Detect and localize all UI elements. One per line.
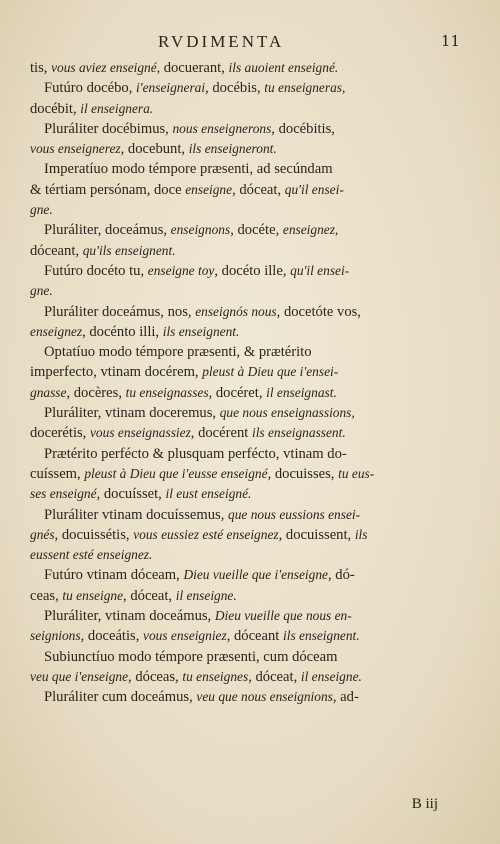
latin-text: , docéret, — [208, 384, 267, 401]
text-line — [30, 565, 470, 585]
text-line — [30, 119, 470, 139]
latin-text: , docébitis, — [271, 120, 335, 137]
text-line — [30, 180, 470, 200]
latin-text: , dóceant — [226, 628, 284, 645]
french-gloss: tu eus- — [338, 465, 375, 481]
french-gloss: gnasse — [30, 384, 67, 400]
latin-text: Pluráliter vtinam docuíssemus, — [44, 506, 229, 523]
page-number: 11 — [440, 32, 460, 50]
french-gloss: enseignons — [170, 222, 231, 238]
latin-text: Pluráliter docébimus, — [44, 120, 173, 137]
french-gloss: il enseigne. — [300, 668, 362, 684]
french-gloss: ils — [354, 526, 368, 542]
text-line — [30, 464, 470, 484]
latin-text: , docérent — [190, 425, 252, 442]
text-line — [30, 444, 470, 464]
latin-text: , dó- — [327, 567, 355, 584]
french-gloss: Dieu vueille que i'enseigne — [183, 567, 328, 583]
latin-text: Subiunctíuo modo témpore præsenti, cum dóceam — [44, 648, 338, 665]
text-line — [30, 200, 470, 220]
latin-text: , docuísset, — [96, 486, 166, 503]
body-text — [30, 58, 470, 708]
text-line — [30, 261, 470, 281]
french-gloss: i'enseignerai — [136, 80, 206, 96]
french-gloss: nous enseignerons — [172, 120, 272, 136]
latin-text: , docères, — [66, 384, 126, 401]
french-gloss: ils enseignassent. — [251, 425, 346, 441]
text-line — [30, 505, 470, 525]
french-gloss: Dieu vueille que nous en- — [214, 608, 352, 624]
latin-text: Optatíuo modo témpore præsenti, & prætérito — [44, 344, 312, 361]
latin-text: Pluráliter doceámus, nos, — [44, 303, 196, 320]
text-line — [30, 342, 470, 362]
latin-text: , dóceat, — [248, 668, 301, 685]
french-gloss: pleust à Dieu que i'ensei- — [202, 364, 339, 380]
text-line — [30, 139, 470, 159]
latin-text: Pluráliter, vtinam doceremus, — [44, 405, 220, 422]
french-gloss: il eust enseigné. — [165, 486, 252, 502]
text-line — [30, 423, 470, 443]
latin-text: Imperatíuo modo témpore præsenti, ad secúndam — [44, 161, 333, 178]
latin-text: , dóceas, — [128, 668, 183, 685]
text-line — [30, 322, 470, 342]
french-gloss: tu enseigne — [62, 587, 124, 603]
latin-text: & tértiam persónam, doce — [30, 181, 186, 198]
latin-text: Futúro vtinam dóceam, — [44, 567, 184, 584]
latin-text: imperfecto, vtinam docérem, — [30, 364, 203, 381]
latin-text: cuíssem, — [30, 465, 85, 482]
french-gloss: que nous enseignassions, — [219, 405, 355, 421]
french-gloss: tu enseignasses — [125, 384, 209, 400]
latin-text: Pluráliter cum doceámus, — [44, 689, 197, 706]
french-gloss: ils auoient enseigné. — [228, 60, 339, 75]
signature-mark: B iij — [411, 796, 438, 812]
latin-text: , docuisses, — [267, 465, 339, 482]
latin-text: Futúro docéto tu, — [44, 262, 148, 279]
french-gloss: qu'ils enseignent. — [82, 242, 176, 258]
text-line — [30, 484, 470, 504]
french-gloss: enseigne — [185, 181, 233, 197]
latin-text: docébit, — [30, 100, 81, 117]
text-line — [30, 220, 470, 240]
french-gloss: gne. — [30, 283, 53, 299]
latin-text: dóceant, — [30, 242, 83, 259]
latin-text: tis, — [30, 60, 52, 76]
french-gloss: seignions — [30, 628, 81, 644]
french-gloss: que nous eussions ensei- — [228, 506, 361, 522]
latin-text: Pluráliter, vtinam doceámus, — [44, 608, 215, 625]
latin-text: , docénto illi, — [82, 323, 163, 340]
french-gloss: ils enseignent. — [162, 323, 240, 339]
latin-text: , docébis, — [205, 80, 265, 97]
latin-text: , doceátis, — [80, 628, 144, 645]
latin-text: , docetóte vos, — [276, 303, 361, 320]
french-gloss: enseigne toy — [147, 262, 215, 278]
text-line — [30, 383, 470, 403]
french-gloss: il enseignera. — [80, 100, 154, 116]
latin-text: , ad- — [332, 689, 359, 706]
french-gloss: vous enseignassiez — [89, 425, 191, 441]
french-gloss: qu'il ensei- — [284, 181, 344, 197]
french-gloss: pleust à Dieu que i'eusse enseigné — [84, 465, 268, 481]
text-line — [30, 586, 470, 606]
french-gloss: gnés — [30, 526, 55, 542]
text-line — [30, 362, 470, 382]
text-line — [30, 78, 470, 98]
text-line — [30, 281, 470, 301]
page-header — [0, 32, 500, 56]
french-gloss: ses enseigné — [30, 486, 97, 502]
latin-text: , docéte, — [230, 222, 283, 239]
latin-text: , docebunt, — [120, 141, 189, 158]
french-gloss: qu'il ensei- — [290, 262, 350, 278]
latin-text: Futúro docébo, — [44, 80, 137, 97]
french-gloss: eussent esté enseignez. — [30, 547, 153, 563]
latin-text: Prætérito perfécto & plusquam perfécto, vtinam do- — [44, 445, 347, 462]
text-line — [30, 58, 470, 78]
french-gloss: veu que nous enseignions — [196, 689, 333, 705]
french-gloss: il enseignast. — [266, 384, 337, 400]
latin-text: Pluráliter, doceámus, — [44, 222, 171, 239]
french-gloss: vous eussiez esté enseignez — [133, 526, 279, 542]
text-line — [30, 99, 470, 119]
french-gloss: enseignez, — [282, 222, 339, 238]
french-gloss: vous enseigniez — [143, 628, 227, 644]
french-gloss: tu enseignes — [182, 668, 249, 684]
french-gloss: ils enseigneront. — [188, 141, 277, 157]
french-gloss: veu que i'enseigne — [30, 668, 129, 684]
text-line — [30, 606, 470, 626]
french-gloss: il enseigne. — [175, 587, 237, 603]
text-line — [30, 302, 470, 322]
french-gloss: ils enseignent. — [283, 628, 360, 644]
text-line — [30, 545, 470, 565]
french-gloss: gne. — [30, 202, 53, 218]
latin-text: docerétis, — [30, 425, 90, 442]
text-line — [30, 159, 470, 179]
latin-text: , docuissent, — [278, 526, 355, 543]
latin-text: , docéto ille, — [214, 262, 291, 279]
text-line — [30, 667, 470, 687]
french-gloss: vous enseignerez — [30, 141, 121, 157]
text-line — [30, 403, 470, 423]
text-line — [30, 626, 470, 646]
french-gloss: vous aviez enseigné, — [51, 60, 161, 75]
french-gloss: enseignós nous — [195, 303, 277, 319]
text-line — [30, 241, 470, 261]
french-gloss: enseignez — [30, 323, 83, 339]
french-gloss: tu enseigneras, — [264, 80, 346, 96]
text-line — [30, 687, 470, 707]
text-line — [30, 525, 470, 545]
latin-text: , dóceat, — [232, 181, 285, 198]
latin-text: docuerant, — [160, 60, 229, 76]
text-line — [30, 647, 470, 667]
running-head: RVDIMENTA — [158, 32, 285, 51]
latin-text: , docuissétis, — [54, 526, 134, 543]
latin-text: , dóceat, — [123, 587, 176, 604]
latin-text: ceas, — [30, 587, 63, 604]
